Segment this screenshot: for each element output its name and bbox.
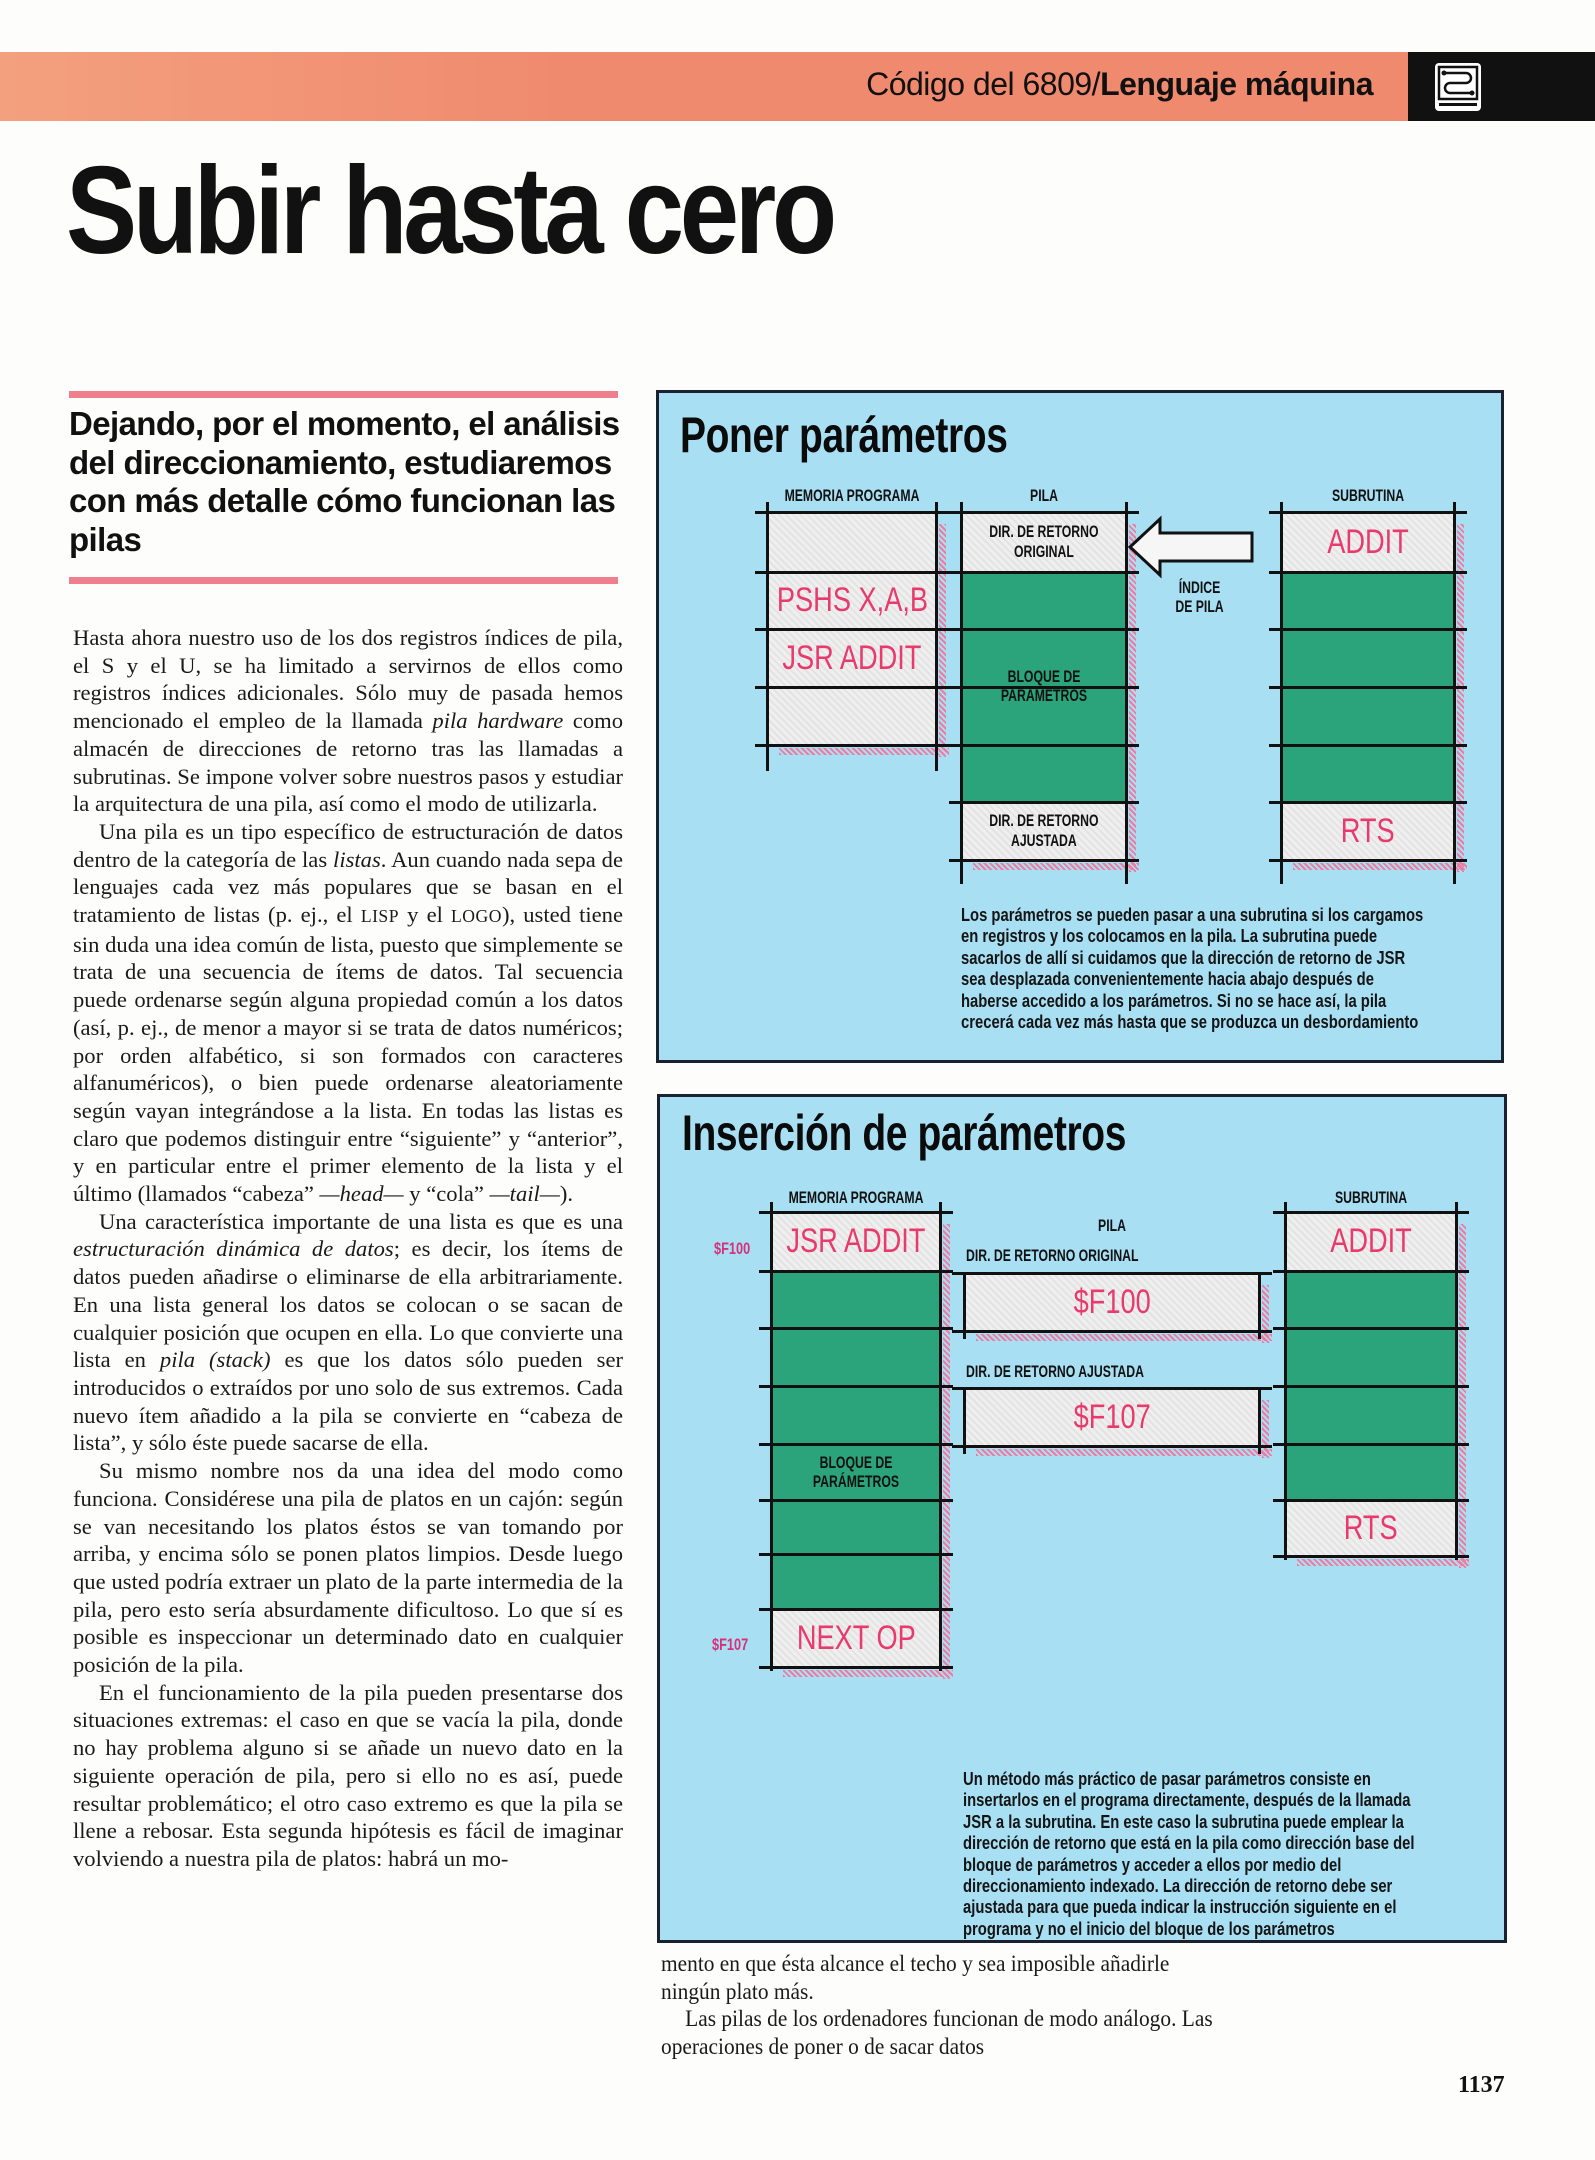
body-paragraph bbox=[73, 1208, 623, 1457]
subheading: Dejando, por el momento, el análisis del direccionamiento, estudiaremos con más detalle cómo funcionan las pilas bbox=[69, 405, 620, 558]
circuit-board-icon bbox=[1432, 60, 1484, 114]
d2-mem-cell bbox=[771, 1328, 941, 1386]
caption-line: JSR a la subrutina. En este caso la subrutina puede emplear la bbox=[963, 1810, 1404, 1832]
d2-mem-divider bbox=[759, 1553, 953, 1556]
d1-pila-cell-label: DIR. DE RETORNO AJUSTADA bbox=[989, 811, 1099, 850]
text-run: Su mismo nombre nos da una idea del modo como funciona. Considérese una pila de platos en un cajón: según se van necesitando los platos éstos se van tomando por arriba, y encima sólo se ponen platos limpios. Desde luego que usted podría extraer un plato de la parte intermedia de la pila, pero esto sería absurdamente dificultoso. Lo que sí es posible es inspeccionar un determinado dato en cualquier posición de la pila. bbox=[73, 1458, 623, 1678]
d1-sub-divider bbox=[1269, 628, 1467, 631]
d2-mem-divider bbox=[759, 1499, 953, 1502]
body-paragraph bbox=[73, 1457, 623, 1679]
ret-adjusted-label: DIR. DE RETORNO AJUSTADA bbox=[966, 1362, 1144, 1381]
d2-ret-original-edge bbox=[963, 1273, 966, 1339]
body-paragraph bbox=[661, 1950, 1214, 2005]
d1-sub-cell bbox=[1281, 629, 1455, 687]
text-run: Una característica importante de una lista es que es una bbox=[99, 1208, 623, 1234]
d1-pila-divider bbox=[949, 859, 1139, 862]
d2-sub-cell bbox=[1285, 1328, 1457, 1386]
d1-sub-divider bbox=[1269, 859, 1467, 862]
d2-sub-cell bbox=[1285, 1271, 1457, 1328]
d2-sub-edge bbox=[1455, 1202, 1458, 1560]
diagram1-col-sub-label: SUBRUTINA bbox=[1332, 486, 1405, 505]
text-run: mento en que ésta alcance el techo y sea imposible añadirle ningún plato más. bbox=[661, 1951, 1170, 2004]
d1-sub-cell bbox=[1281, 572, 1455, 629]
d2-ret-adjusted-edge bbox=[963, 1388, 966, 1454]
page-title: Subir hasta cero bbox=[66, 142, 833, 280]
d1-sub-cell bbox=[1281, 745, 1455, 802]
d2-ret-original-cell-label: $F100 bbox=[1073, 1282, 1151, 1321]
d2-ret-original-divider bbox=[952, 1272, 1272, 1275]
d1-mem-cell bbox=[767, 629, 937, 687]
caption-line: crecerá cada vez más hasta que se produzca un desbordamiento bbox=[961, 1011, 1419, 1033]
d1-mem-shadow bbox=[779, 748, 949, 755]
d2-mem-shadow bbox=[783, 1670, 953, 1677]
d2-mem-divider bbox=[759, 1385, 953, 1388]
body-text-right bbox=[661, 1950, 1214, 2061]
d2-sub-divider bbox=[1273, 1385, 1469, 1388]
d2-mem-cell bbox=[771, 1500, 941, 1554]
d1-mem-divider bbox=[755, 686, 949, 689]
d1-pila-cell bbox=[961, 802, 1127, 860]
d2-mem-divider bbox=[759, 1443, 953, 1446]
d1-pila-divider bbox=[949, 744, 1139, 747]
d1-sub-cell bbox=[1281, 687, 1455, 745]
d2-ret-original-edge bbox=[1258, 1273, 1261, 1339]
d2-ret-adjusted-cell-label: $F107 bbox=[1073, 1397, 1151, 1436]
d2-mem-cell-label: JSR ADDIT bbox=[786, 1222, 926, 1260]
italic-text: estructuración dinámica de datos bbox=[73, 1236, 394, 1262]
body-paragraph bbox=[73, 818, 623, 1208]
d2-ret-adjusted-divider bbox=[952, 1445, 1272, 1448]
d2-mem-cell bbox=[771, 1212, 941, 1271]
diagram2-col-pila-label: PILA bbox=[1098, 1216, 1126, 1235]
stack-pointer-arrow-icon bbox=[1124, 515, 1259, 579]
d2-mem-divider bbox=[759, 1211, 953, 1214]
d2-ret-adjusted-cell bbox=[964, 1388, 1260, 1446]
page-number: 1137 bbox=[1458, 2072, 1505, 2098]
text-run: y el bbox=[399, 902, 452, 928]
italic-text: —tail— bbox=[489, 1181, 560, 1207]
d2-mem-divider bbox=[759, 1608, 953, 1611]
d2-sub-cell bbox=[1285, 1386, 1457, 1444]
d1-sub-shadow bbox=[1293, 863, 1467, 870]
d1-mem-shadow bbox=[939, 524, 946, 757]
text-run: ; es decir, los ítems de datos pueden añadirse o eliminarse de ella arbitrariamente. En una lista general los datos se colocan o se sacan de cualquier posición que ocupen en ella. Lo que convierte una lista en bbox=[73, 1236, 623, 1373]
caption-line: ajustada para que pueda indicar la instrucción siguiente en el bbox=[963, 1896, 1397, 1918]
text-run: Las pilas de los ordenadores funcionan de modo análogo. Las operaciones de poner o de sacar datos bbox=[661, 2006, 1213, 2060]
italic-text: pila (stack) bbox=[159, 1347, 271, 1373]
header-section: Código del 6809/ bbox=[866, 66, 1101, 102]
d2-ret-original-divider bbox=[952, 1330, 1272, 1333]
d1-sub-cell-label: RTS bbox=[1341, 811, 1395, 850]
d1-pila-cell bbox=[961, 745, 1127, 802]
d2-sub-divider bbox=[1273, 1270, 1469, 1273]
d2-mem-divider bbox=[759, 1327, 953, 1330]
d2-sub-shadow bbox=[1297, 1559, 1469, 1566]
d1-mem-cell-label: PSHS X,A,B bbox=[776, 581, 928, 619]
d2-mem-divider bbox=[759, 1666, 953, 1669]
d2-ret-original-cell bbox=[964, 1273, 1260, 1331]
d2-mem-cell bbox=[771, 1386, 941, 1444]
d1-sub-edge bbox=[1453, 502, 1456, 884]
address-bottom-label: $F107 bbox=[712, 1635, 749, 1654]
d2-mem-cell-label: NEXT OP bbox=[796, 1618, 916, 1657]
diagram2-col-sub-label: SUBRUTINA bbox=[1335, 1188, 1408, 1207]
d1-sub-edge bbox=[1280, 502, 1283, 884]
text-run: y “cola” bbox=[403, 1181, 490, 1207]
d2-ret-adjusted-divider bbox=[952, 1387, 1272, 1390]
text-run: ). bbox=[559, 1181, 574, 1207]
body-paragraph bbox=[73, 624, 623, 818]
text-run: Hasta ahora nuestro uso de los dos registros índices de pila, el S y el U, se ha limitado a servirnos de ellos como registros índices adicionales. Sólo muy de pasada hemos mencionado el empleo de la llamada bbox=[73, 625, 623, 734]
d2-sub-divider bbox=[1273, 1555, 1469, 1558]
d1-sub-divider bbox=[1269, 686, 1467, 689]
text-run: . Aun cuando nada sepa de lenguajes cada vez más populares que se basan en el tratamiento de listas (p. ej., el bbox=[73, 846, 624, 928]
d1-mem-divider bbox=[755, 511, 949, 514]
italic-text: pila hardware bbox=[432, 708, 564, 734]
d1-pila-cell bbox=[961, 572, 1127, 629]
caption-line: sacarlos de allí si cuidamos que la dirección de retorno de JSR bbox=[961, 946, 1406, 968]
d1-mem-divider bbox=[755, 744, 949, 747]
caption-line: sea desplazada convenientemente hacia abajo después de bbox=[961, 968, 1374, 990]
text-run: LISP bbox=[360, 906, 400, 927]
italic-text: listas bbox=[333, 846, 381, 872]
body-paragraph bbox=[661, 2005, 1214, 2060]
d1-sub-cell-label: ADDIT bbox=[1327, 522, 1409, 561]
d1-pila-cell-label: DIR. DE RETORNO ORIGINAL bbox=[989, 522, 1099, 561]
d2-sub-cell bbox=[1285, 1444, 1457, 1500]
diagram1-block-label: BLOQUE DE PARÁMETROS bbox=[1000, 667, 1088, 705]
indice-de-pila-label: ÍNDICE DE PILA bbox=[1175, 578, 1224, 616]
d2-sub-divider bbox=[1273, 1499, 1469, 1502]
d2-sub-shadow bbox=[1459, 1224, 1466, 1568]
d1-sub-cell bbox=[1281, 512, 1455, 572]
diagram2-block-label: BLOQUE DE PARÁMETROS bbox=[812, 1453, 900, 1491]
header-subject: Lenguaje máquina bbox=[1100, 66, 1373, 102]
caption-line: dirección de retorno que está en la pila como dirección base del bbox=[963, 1832, 1415, 1854]
d1-pila-divider bbox=[949, 628, 1139, 631]
diagram1-title: Poner parámetros bbox=[680, 407, 1008, 463]
d2-ret-original-shadow bbox=[976, 1334, 1272, 1341]
caption-line: en registros y los colocamos en la pila. La subrutina puede bbox=[961, 925, 1378, 947]
d1-pila-cell bbox=[961, 512, 1127, 572]
d2-sub-divider bbox=[1273, 1327, 1469, 1330]
text-run: ), usted tiene sin duda una idea común de lista, puesto que simplemente se trata de una secuencia de ítems de datos. Tal secuencia puede ordenarse según alguna propiedad común a los datos (así, p. ej., de menor a mayor si se trata de datos numéricos; por orden alfabético, si son formados con caracteres alfanuméricos), o bien puede ordenarse aleatoriamente según vayan integrándose a la lista. En todas las listas es claro que podemos distinguir entre “siguiente” y “anterior”, y en particular entre el primer elemento de la lista y el último (llamados “cabeza” bbox=[73, 902, 623, 1207]
d2-ret-adjusted-shadow bbox=[976, 1449, 1272, 1456]
d1-mem-divider bbox=[755, 628, 949, 631]
caption-line: direccionamiento indexado. La dirección de retorno debe ser bbox=[963, 1875, 1393, 1897]
diagram1-caption bbox=[961, 904, 1423, 1032]
d1-pila-divider bbox=[949, 511, 1139, 514]
body-text-left bbox=[73, 624, 623, 1873]
d1-sub-cell bbox=[1281, 802, 1455, 860]
caption-line: programa y no el inicio del bloque de los parámetros bbox=[963, 1917, 1335, 1939]
d1-mem-cell bbox=[767, 572, 937, 629]
d2-sub-divider bbox=[1273, 1211, 1469, 1214]
d2-ret-adjusted-edge bbox=[1258, 1388, 1261, 1454]
d1-sub-divider bbox=[1269, 571, 1467, 574]
text-run: es que los datos sólo pueden ser introducidos o extraídos por uno solo de sus extremos. Cada nuevo ítem añadido a la pila se convierte en “cabeza de lista”, y sólo éste puede sacarse de ella. bbox=[73, 1347, 623, 1456]
text-run: como almacén de direcciones de retorno tras las llamadas a subrutinas. Se impone volver sobre nuestros pasos y estudiar la arquitectura de una pila, así como el modo de utilizarla. bbox=[73, 708, 623, 817]
d2-mem-cell bbox=[771, 1609, 941, 1667]
d1-pila-divider bbox=[949, 571, 1139, 574]
diagram1-col-mem-label: MEMORIA PROGRAMA bbox=[784, 486, 920, 505]
d1-mem-edge bbox=[766, 502, 769, 771]
caption-line: bloque de parámetros y acceder a ellos por medio del bbox=[963, 1853, 1342, 1875]
d1-sub-shadow bbox=[1457, 524, 1464, 872]
subhead-top-rule bbox=[69, 391, 618, 398]
d1-mem-cell-label: JSR ADDIT bbox=[782, 638, 922, 677]
d1-mem-divider bbox=[755, 571, 949, 574]
diagram2-title: Inserción de parámetros bbox=[682, 1105, 1127, 1161]
d2-mem-divider bbox=[759, 1270, 953, 1273]
italic-text: —head— bbox=[319, 1181, 404, 1207]
d2-mem-edge bbox=[770, 1202, 773, 1671]
d1-sub-divider bbox=[1269, 511, 1467, 514]
d1-mem-cell bbox=[767, 687, 937, 745]
d2-sub-edge bbox=[1284, 1202, 1287, 1560]
caption-line: Los parámetros se pueden pasar a una subrutina si los cargamos bbox=[961, 904, 1424, 925]
subhead-bottom-rule bbox=[69, 577, 618, 584]
caption-line: insertarlos en el programa directamente, después de la llamada bbox=[963, 1789, 1411, 1811]
text-run: LOGO bbox=[451, 906, 502, 927]
diagram2-col-mem-label: MEMORIA PROGRAMA bbox=[788, 1188, 924, 1207]
text-run: En el funcionamiento de la pila pueden presentarse dos situaciones extremas: el caso en que se vacía la pila, donde no hay problema alguno si se añade un nuevo dato en la siguiente operación de pila, pero si ello no es así, puede resultar problemático; el otro caso extremo es que la pila se llene a rebosar. Esta segunda hipótesis es fácil de imaginar volviendo a nuestra pila de platos: habrá un mo- bbox=[73, 1679, 623, 1871]
ret-original-label: DIR. DE RETORNO ORIGINAL bbox=[966, 1246, 1139, 1265]
text-run: Una pila es un tipo específico de estructuración de datos dentro de la categoría de las bbox=[73, 818, 623, 872]
address-top-label: $F100 bbox=[714, 1239, 751, 1258]
d2-sub-cell bbox=[1285, 1212, 1457, 1271]
d1-mem-edge bbox=[935, 502, 938, 771]
diagram2-caption bbox=[963, 1768, 1415, 1939]
d2-sub-cell-label: ADDIT bbox=[1330, 1222, 1412, 1260]
d1-pila-edge bbox=[960, 502, 963, 884]
d1-pila-shadow bbox=[973, 863, 1139, 870]
d2-mem-cell bbox=[771, 1271, 941, 1328]
running-header bbox=[866, 66, 1373, 103]
diagram1-col-pila-label: PILA bbox=[1030, 486, 1058, 505]
d2-sub-cell bbox=[1285, 1500, 1457, 1556]
d1-pila-divider bbox=[949, 801, 1139, 804]
body-paragraph bbox=[73, 1679, 623, 1873]
d2-mem-cell bbox=[771, 1554, 941, 1609]
d1-sub-divider bbox=[1269, 801, 1467, 804]
d2-sub-cell-label: RTS bbox=[1344, 1508, 1398, 1547]
d2-sub-divider bbox=[1273, 1443, 1469, 1446]
caption-line: Un método más práctico de pasar parámetros consiste en bbox=[963, 1768, 1371, 1789]
d2-mem-edge bbox=[939, 1202, 942, 1671]
d1-mem-cell bbox=[767, 512, 937, 572]
caption-line: haberse accedido a los parámetros. Si no se hace así, la pila bbox=[961, 989, 1387, 1011]
d1-sub-divider bbox=[1269, 744, 1467, 747]
